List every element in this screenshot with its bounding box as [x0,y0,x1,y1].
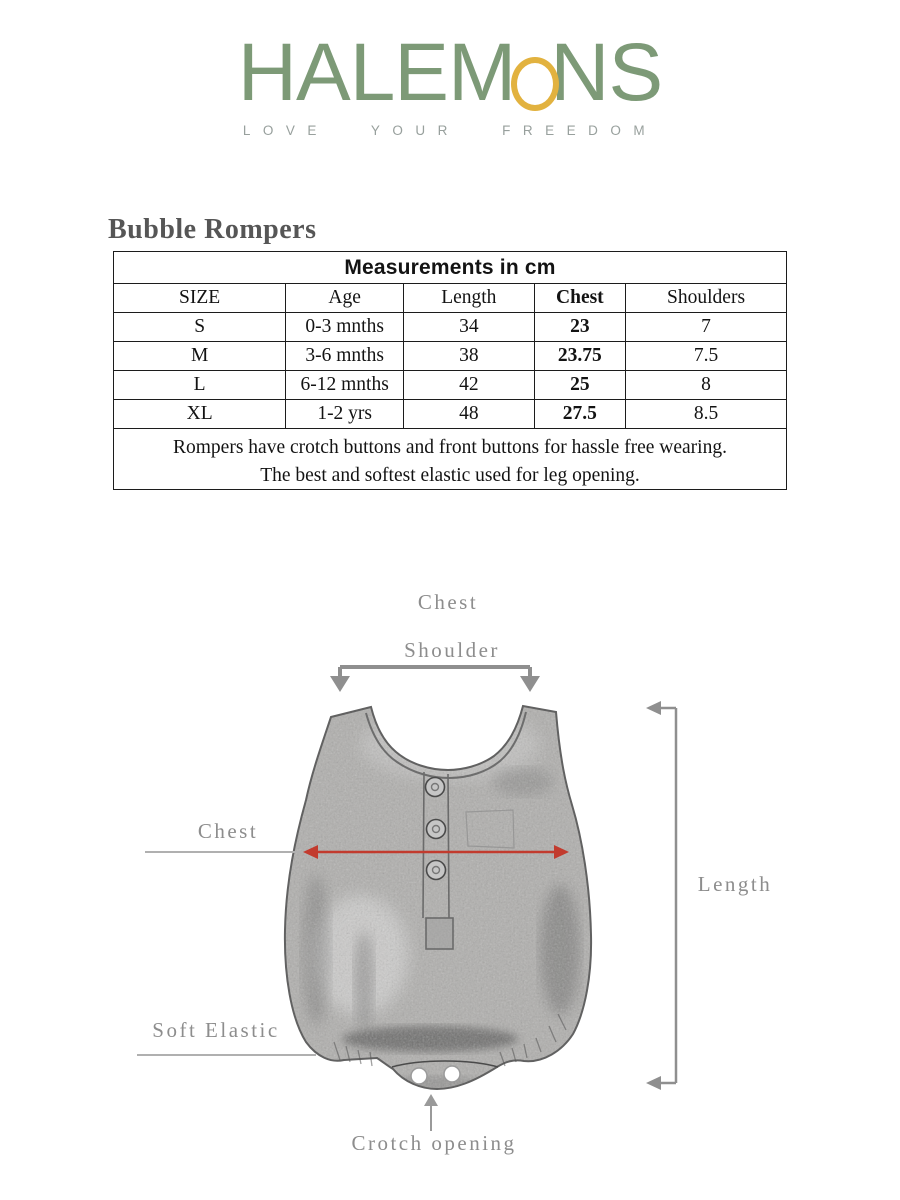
col-header-shoulders: Shoulders [626,284,787,313]
cell-length: 42 [404,371,535,400]
col-header-size: SIZE [114,284,286,313]
cell-chest: 23 [534,313,626,342]
crotch-arrow [424,1094,438,1131]
crotch-opening-label: Crotch opening [351,1131,517,1155]
cell-chest: 23.75 [534,342,626,371]
cell-length: 38 [404,342,535,371]
brand-tagline: LOVE YOUR FREEDOM [242,123,658,138]
shoulder-arrow [330,667,540,692]
cell-age: 0-3 mnths [286,313,404,342]
cell-chest: 27.5 [534,400,626,429]
shoulder-label: Shoulder [404,638,500,662]
col-header-length: Length [404,284,535,313]
romper-sketch [275,690,605,1100]
wordmark-text-left: HALEM [237,27,516,118]
cell-age: 1-2 yrs [286,400,404,429]
col-header-age: Age [286,284,404,313]
cell-length: 48 [404,400,535,429]
chest-top-label: Chest [417,590,479,614]
col-header-chest: Chest [534,284,626,313]
gold-ring-o-icon [511,57,559,111]
table-note-line: The best and softest elastic used for leg opening. [260,464,640,486]
cell-size: XL [114,400,286,429]
cell-shoulders: 8.5 [626,400,787,429]
page-title: Bubble Rompers [108,214,317,245]
soft-elastic-label: Soft Elastic [152,1018,280,1042]
table-title: Measurements in cm [114,252,787,284]
wordmark-text-right: NS [550,27,663,118]
table-row-s [114,313,787,342]
table-row-l [114,371,787,400]
length-label: Length [697,872,773,896]
table-row-xl [114,400,787,429]
cell-size: S [114,313,286,342]
cell-shoulders: 8 [626,371,787,400]
cell-age: 3-6 mnths [286,342,404,371]
cell-age: 6-12 mnths [286,371,404,400]
table-header-row [114,284,787,313]
cell-length: 34 [404,313,535,342]
table-row-m [114,342,787,371]
length-arrow [646,701,676,1090]
cell-shoulders: 7 [626,313,787,342]
measurement-diagram [0,560,900,1200]
front-buttons [426,778,446,880]
table-note-line: Rompers have crotch buttons and front buttons for hassle free wearing. [173,437,727,458]
cell-chest: 25 [534,371,626,400]
cell-size: M [114,342,286,371]
cell-size: L [114,371,286,400]
chest-left-label: Chest [197,819,259,843]
brand-wordmark [0,27,900,118]
table-notes [114,429,787,490]
measurements-table [113,251,787,490]
brand-logo [0,27,900,138]
cell-shoulders: 7.5 [626,342,787,371]
